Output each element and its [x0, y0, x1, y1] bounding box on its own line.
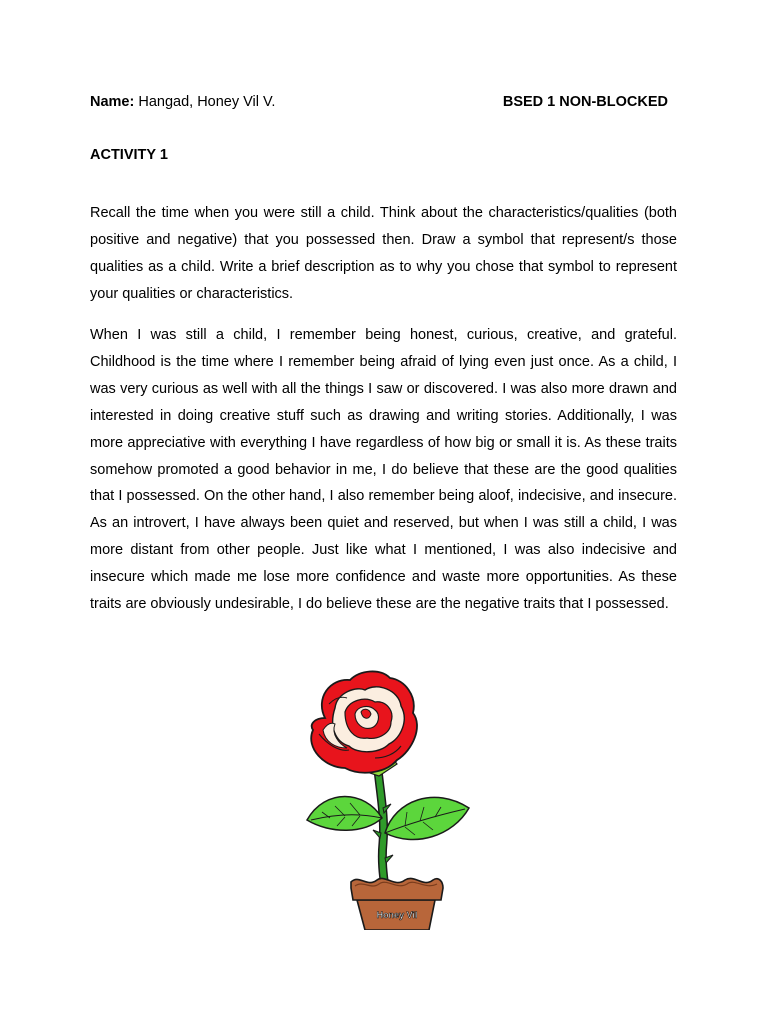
answer-paragraph: When I was still a child, I remember being honest, curious, creative, and grateful. Childhood is the time where I remember being afraid of lying even just once. As a child, I was very curious as well with all the things I saw or discovered. I was also more drawn and interested in doing creative stuff such as drawing and writing stories. Additionally, I was more appreciative with everything I have regardless of how big or small it is. As these traits somehow promoted a good behavior in me, I do believe that these are the good qualities that I possessed. On the other hand, I also remember being aloof, indecisive, and insecure. As an introvert, I have always been quiet and reserved, but when I was still a child, I was more distant from other people. Just like what I mentioned, I was also indecisive and insecure which made me lose more confidence and waste more opportunities. As these traits are obviously undesirable, I do believe these are the negative traits that I possessed.: [90, 327, 677, 613]
pot-label: Honey Vil: [376, 910, 418, 920]
name-label: Name:: [90, 94, 135, 110]
rose-head: [311, 671, 417, 772]
flower-pot: [351, 878, 443, 930]
student-name: Hangad, Honey Vil V.: [138, 94, 276, 110]
section-code: BSED 1 NON-BLOCKED: [502, 94, 668, 110]
document-page: [90, 0, 677, 1024]
activity-title: ACTIVITY 1: [90, 147, 168, 163]
header-line: [90, 93, 677, 111]
instructions-paragraph: Recall the time when you were still a child. Think about the characteristics/qualities (both positive and negative) that you possessed then. Draw a symbol that represent/s those qualities as a child. Write a brief description as to why you chose that symbol to represent your qualities or characteristics.: [90, 205, 677, 302]
rose-drawing: [305, 668, 471, 930]
right-leaf: [385, 797, 469, 839]
left-leaf: [307, 797, 382, 831]
